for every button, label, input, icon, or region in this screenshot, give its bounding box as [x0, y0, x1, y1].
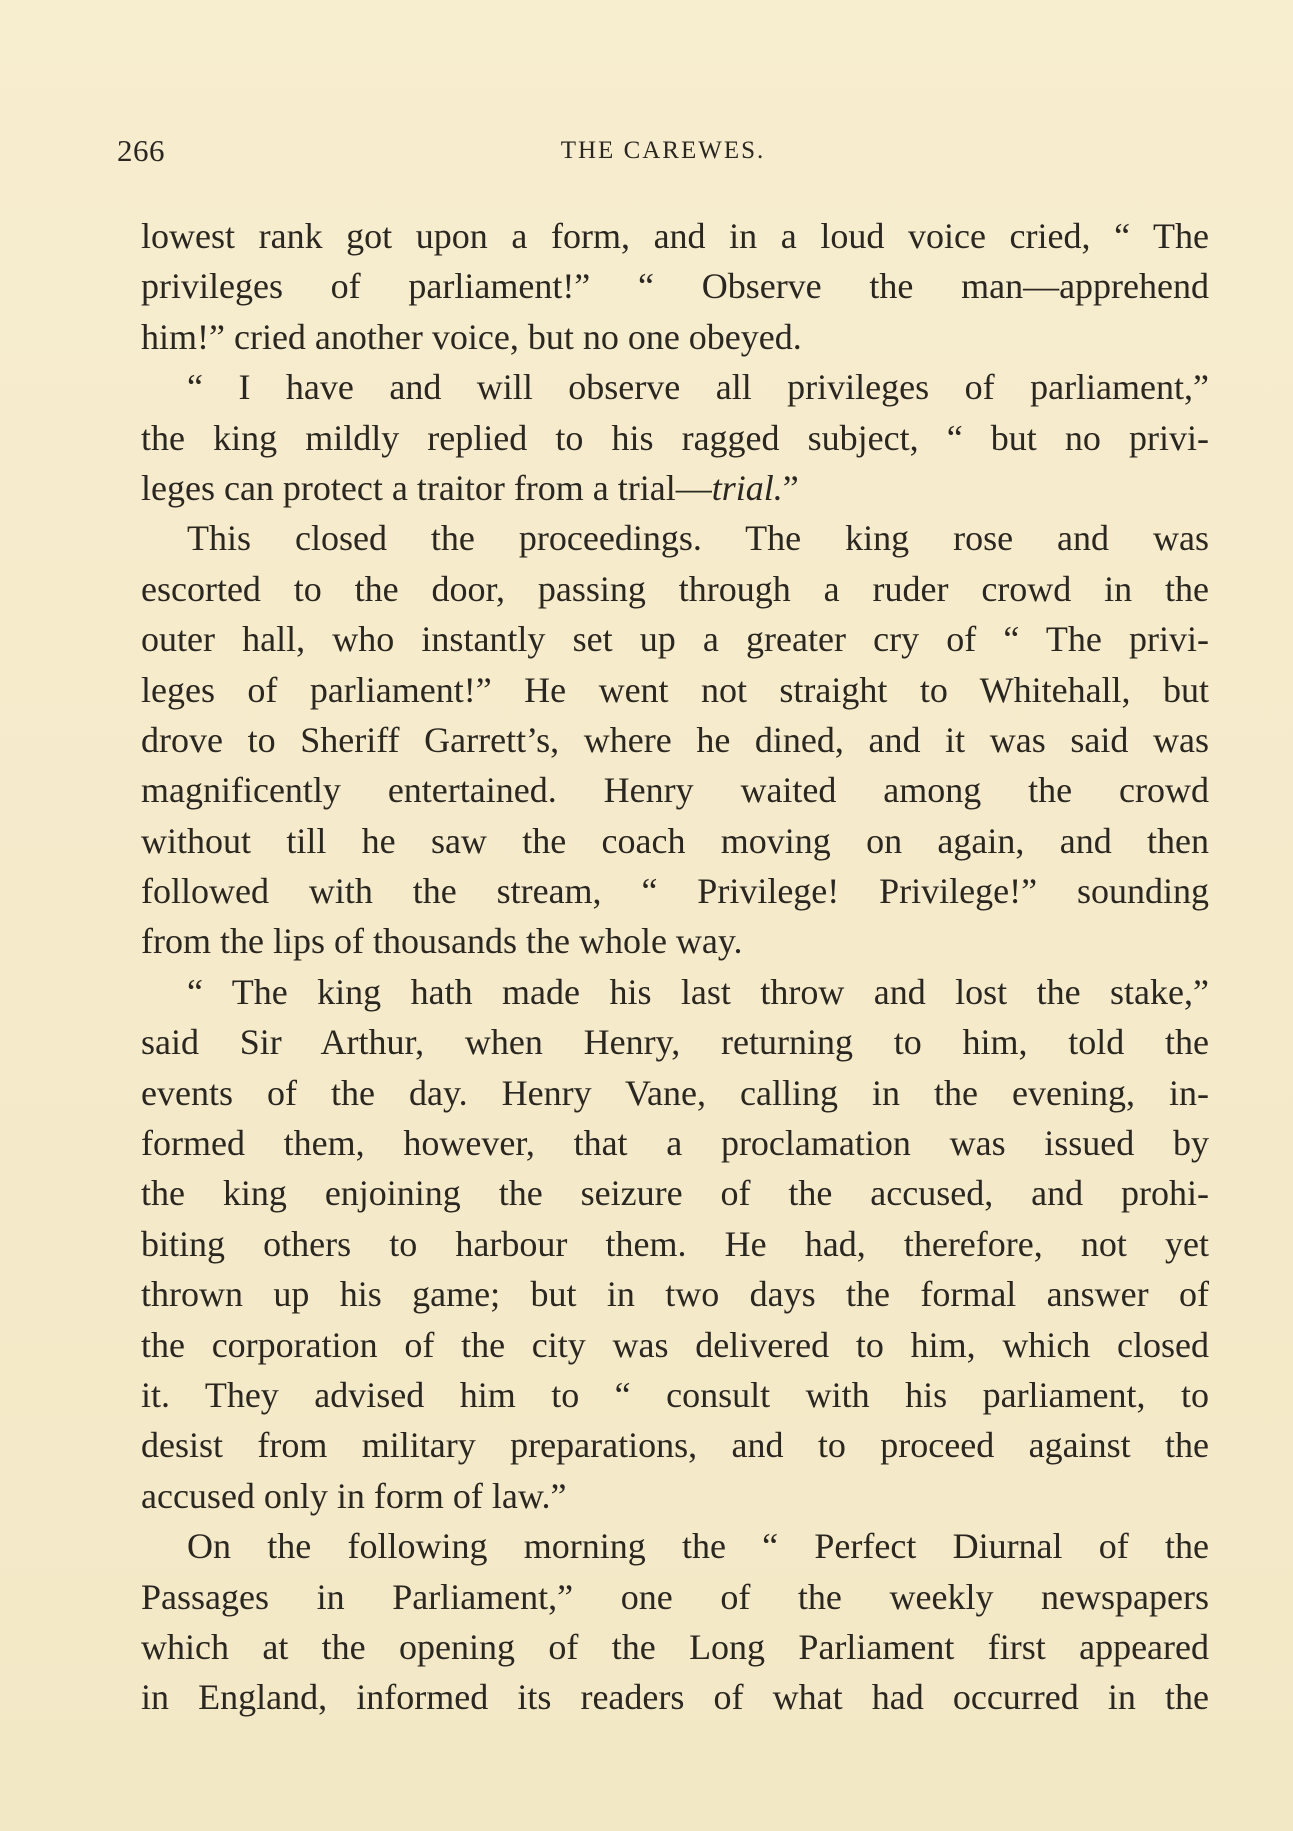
- text-line: the king enjoining the seizure of the accused, and prohi-: [141, 1173, 1209, 1214]
- text-line: formed them, however, that a proclamation was issued by: [141, 1123, 1209, 1164]
- text-line: privileges of parliament!” “ Observe the man—apprehend: [141, 266, 1209, 307]
- text-line: “ I have and will observe all privileges of parliament,”: [187, 367, 1209, 408]
- text-line: the corporation of the city was delivered to him, which closed: [141, 1324, 1209, 1365]
- text-line: lowest rank got upon a form, and in a loud voice cried, “ The: [141, 216, 1209, 256]
- text-line: outer hall, who instantly set up a greater cry of “ The privi-: [141, 619, 1209, 660]
- text-line: biting others to harbour them. He had, therefore, not yet: [141, 1223, 1209, 1264]
- text-line: which at the opening of the Long Parliament first appeared: [141, 1626, 1209, 1667]
- page-number: 266: [117, 133, 165, 168]
- text-line: events of the day. Henry Vane, calling in the evening, in-: [141, 1072, 1209, 1113]
- text-line: drove to Sheriff Garrett’s, where he dined, and it was said was: [141, 719, 1209, 760]
- text-line: without till he saw the coach moving on again, and then: [141, 820, 1209, 861]
- text-line: it. They advised him to “ consult with his parliament, to: [141, 1374, 1209, 1415]
- text-line: leges can protect a traitor from a trial—trial.”: [141, 467, 799, 508]
- text-line: On the following morning the “ Perfect Diurnal of the: [187, 1526, 1209, 1567]
- text-line: in England, informed its readers of what had occurred in the: [141, 1677, 1209, 1718]
- text-line: “ The king hath made his last throw and lost the stake,”: [187, 971, 1209, 1012]
- text-line: magnificently entertained. Henry waited among the crowd: [141, 770, 1209, 811]
- text-line: accused only in form of law.”: [141, 1475, 567, 1516]
- text-line: Passages in Parliament,” one of the weekly newspapers: [141, 1576, 1209, 1617]
- text-line: followed with the stream, “ Privilege! Privilege!” sounding: [141, 871, 1209, 912]
- text-line: thrown up his game; but in two days the formal answer of: [141, 1274, 1209, 1315]
- text-line: desist from military preparations, and to proceed against the: [141, 1425, 1209, 1466]
- text-line: escorted to the door, passing through a ruder crowd in the: [141, 568, 1209, 609]
- emphasized-word: trial.: [711, 467, 783, 508]
- text-line: said Sir Arthur, when Henry, returning to him, told the: [141, 1022, 1209, 1063]
- text-line: the king mildly replied to his ragged subject, “ but no privi-: [141, 417, 1209, 458]
- text-line: leges of parliament!” He went not straight to Whitehall, but: [141, 669, 1209, 710]
- body-text: [141, 211, 1209, 1723]
- running-title: THE CAREWES.: [560, 137, 766, 164]
- page-header: [117, 133, 1209, 173]
- text-line: from the lips of thousands the whole way.: [141, 921, 743, 962]
- text-line: This closed the proceedings. The king rose and was: [187, 518, 1209, 559]
- text-line: him!” cried another voice, but no one obeyed.: [141, 316, 802, 357]
